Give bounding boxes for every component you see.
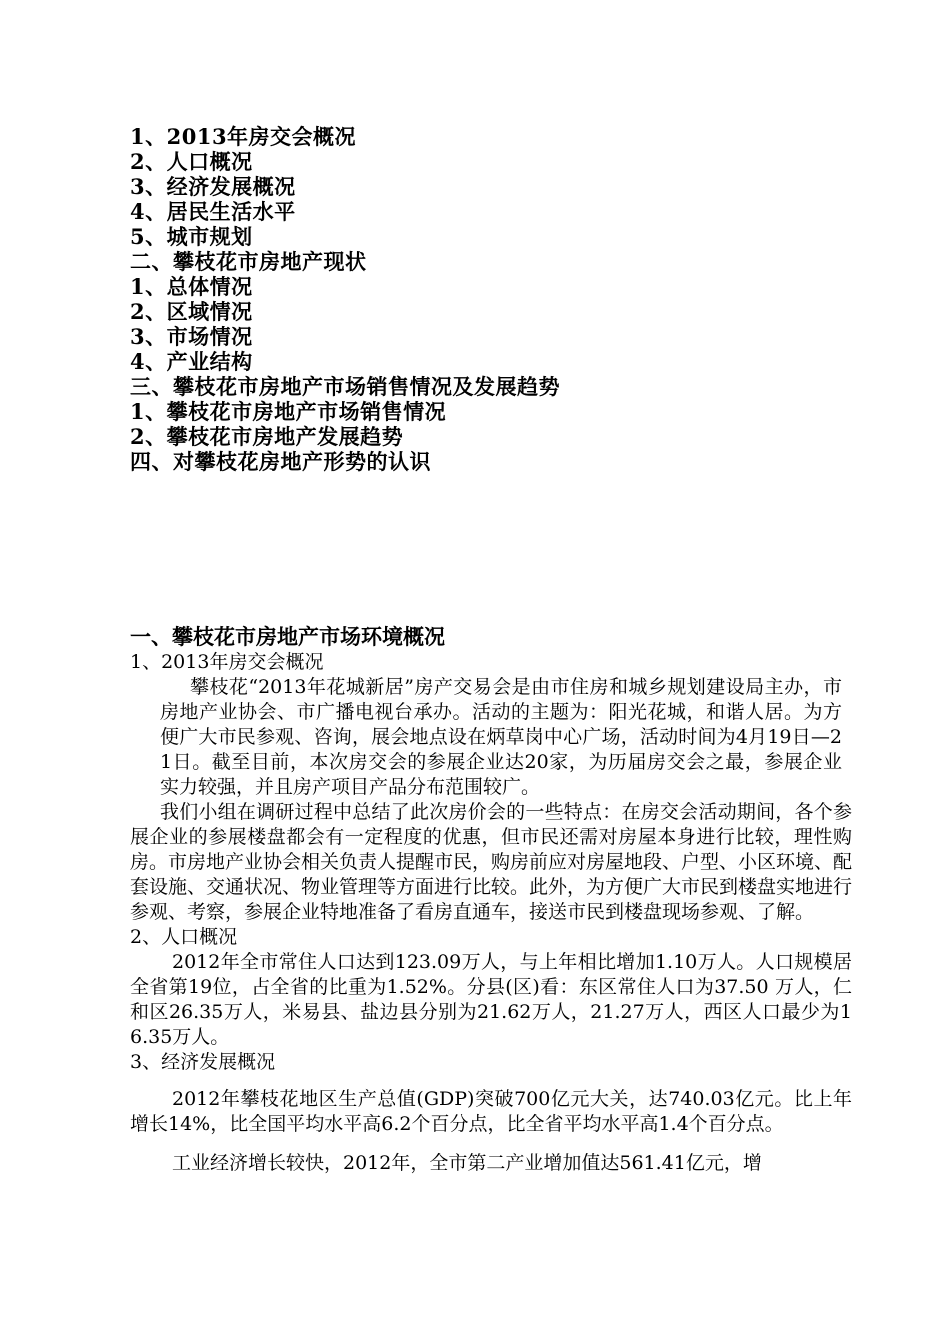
toc-item: 1、2013年房交会概况 <box>130 124 357 149</box>
toc-item: 3、市场情况 <box>130 324 253 349</box>
toc-item: 4、产业结构 <box>130 349 253 374</box>
toc-item: 二、攀枝花市房地产现状 <box>130 249 367 274</box>
paragraph-gdp: 2012年攀枝花地区生产总值(GDP)突破700亿元大关，达740.03亿元。比上年增长14%，比全国平均水平高6.2个百分点，比全省平均水平高1.4个百分点。 <box>130 1088 852 1135</box>
toc-item: 1、总体情况 <box>130 274 253 299</box>
paragraph-fair-features: 我们小组在调研过程中总结了此次房价会的一些特点：在房交会活动期间，各个参展企业的参展楼盘都会有一定程度的优惠，但市民还需对房屋本身进行比较，理性购房。市房地产业协会相关负责人提醒市民，购房前应对房屋地段、户型、小区环境、配套设施、交通状况、物业管理等方面进行比较。此外，为方便广大市民到楼盘实地进行参观、考察，参展企业特地准备了看房直通车，接送市民到楼盘现场参观、了解。 <box>130 801 853 923</box>
paragraph-industry: 工业经济增长较快，2012年，全市第二产业增加值达561.41亿元，增 <box>172 1152 762 1174</box>
paragraph-population: 2012年全市常住人口达到123.09万人，与上年相比增加1.10万人。人口规模居全省第19位，占全省的比重为1.52%。分县(区)看：东区常住人口为37.50 万人，仁和区26.35万人，米易县、盐边县分别为21.62万人，21.27万人，西区人口最少为16.35万人。 <box>130 951 852 1048</box>
toc-item: 2、人口概况 <box>130 149 253 174</box>
subheading-housing-fair: 1、2013年房交会概况 <box>130 651 324 673</box>
toc-item: 3、经济发展概况 <box>130 174 296 199</box>
toc-item: 4、居民生活水平 <box>130 199 296 224</box>
section-heading: 一、攀枝花市房地产市场环境概况 <box>130 624 445 649</box>
paragraph-housing-fair: 攀枝花“2013年花城新居”房产交易会是由市住房和城乡规划建设局主办，市房地产业协会、市广播电视台承办。活动的主题为：阳光花城，和谐人居。为方便广大市民参观、咨询，展会地点设在炳草岗中心广场，活动时间为4月19日—21日。截至目前，本次房交会的参展企业达20家，为历届房交会之最，参展企业实力较强，并且房产项目产品分布范围较广。 <box>160 676 842 798</box>
toc-item: 1、攀枝花市房地产市场销售情况 <box>130 399 447 424</box>
toc-item: 2、区域情况 <box>130 299 253 324</box>
toc-item: 5、城市规划 <box>130 224 253 249</box>
table-of-contents <box>130 124 850 474</box>
spacer <box>130 1075 852 1087</box>
subheading-economy: 3、经济发展概况 <box>130 1051 276 1073</box>
section-market-environment <box>130 624 852 1176</box>
subheading-population: 2、人口概况 <box>130 926 238 948</box>
toc-item: 2、攀枝花市房地产发展趋势 <box>130 424 404 449</box>
toc-item: 四、对攀枝花房地产形势的认识 <box>130 449 431 474</box>
toc-item: 三、攀枝花市房地产市场销售情况及发展趋势 <box>130 374 560 399</box>
spacer <box>130 1137 852 1151</box>
